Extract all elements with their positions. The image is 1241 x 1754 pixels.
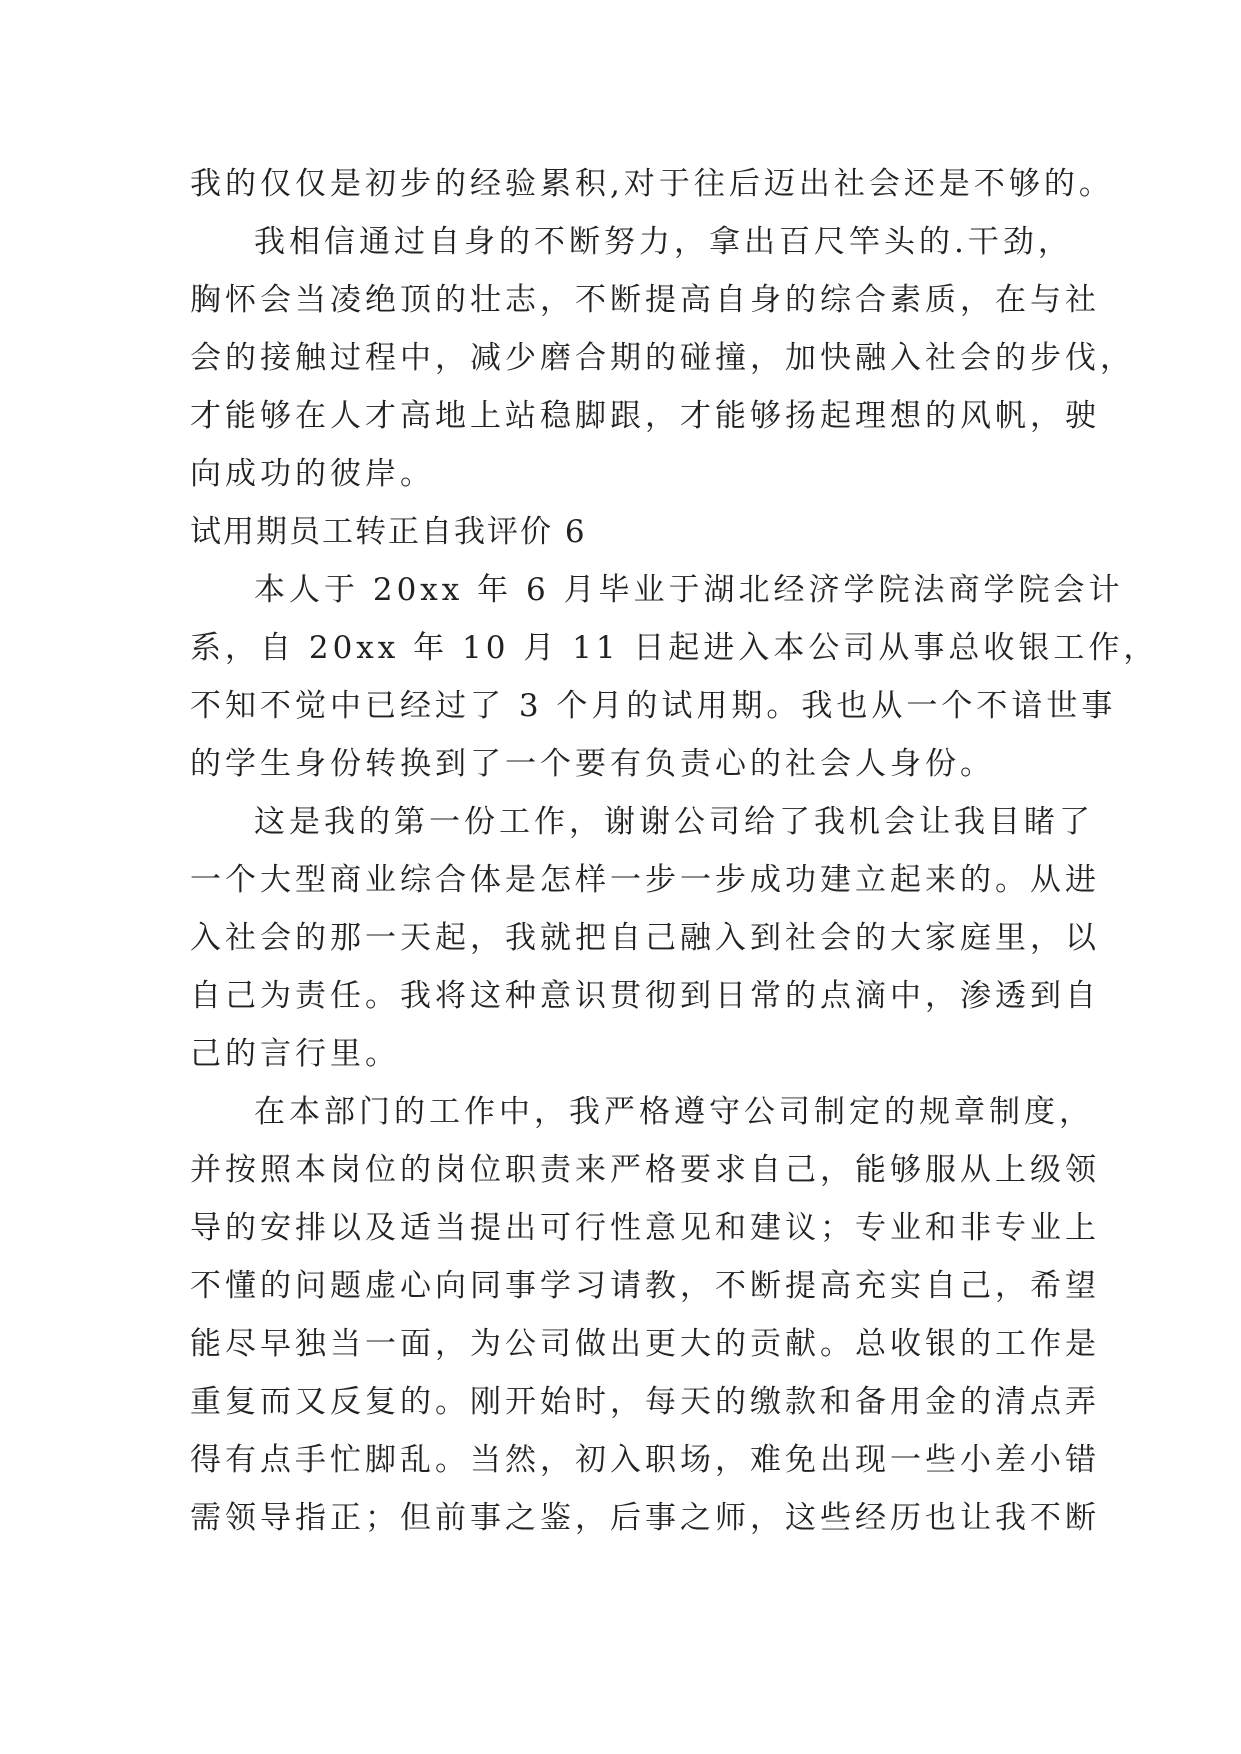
paragraph-line: 得有点手忙脚乱。当然，初入职场，难免出现一些小差小错 xyxy=(190,1442,1100,1478)
paragraph-line: 胸怀会当凌绝顶的壮志，不断提高自身的综合素质，在与社 xyxy=(190,282,1100,318)
paragraph-line: 我相信通过自身的不断努力，拿出百尺竿头的.干劲， xyxy=(254,224,1073,260)
paragraph-line: 不懂的问题虚心向同事学习请教，不断提高充实自己，希望 xyxy=(190,1268,1100,1304)
paragraph-line: 才能够在人才高地上站稳脚跟，才能够扬起理想的风帆，驶 xyxy=(190,398,1100,434)
paragraph-line: 一个大型商业综合体是怎样一步一步成功建立起来的。从进 xyxy=(190,862,1100,898)
paragraph-line: 我的仅仅是初步的经验累积,对于往后迈出社会还是不够的。 xyxy=(190,166,1114,202)
paragraph-line: 本人于 20xx 年 6 月毕业于湖北经济学院法商学院会计 xyxy=(254,572,1124,608)
paragraph-line: 自己为责任。我将这种意识贯彻到日常的点滴中，渗透到自 xyxy=(190,978,1100,1014)
paragraph-line: 在本部门的工作中，我严格遵守公司制定的规章制度， xyxy=(254,1094,1094,1130)
paragraph-line: 需领导指正；但前事之鉴，后事之师，这些经历也让我不断 xyxy=(190,1500,1100,1536)
paragraph-line: 重复而又反复的。刚开始时，每天的缴款和备用金的清点弄 xyxy=(190,1384,1100,1420)
paragraph-line: 系，自 20xx 年 10 月 11 日起进入本公司从事总收银工作， xyxy=(190,630,1159,666)
paragraph-line: 这是我的第一份工作，谢谢公司给了我机会让我目睹了 xyxy=(254,804,1094,840)
paragraph-line: 能尽早独当一面，为公司做出更大的贡献。总收银的工作是 xyxy=(190,1326,1100,1362)
paragraph-line: 入社会的那一天起，我就把自己融入到社会的大家庭里，以 xyxy=(190,920,1100,956)
paragraph-line: 己的言行里。 xyxy=(190,1036,400,1072)
paragraph-line: 导的安排以及适当提出可行性意见和建议；专业和非专业上 xyxy=(190,1210,1100,1246)
section-heading: 试用期员工转正自我评价 6 xyxy=(190,514,587,550)
paragraph-line: 的学生身份转换到了一个要有负责心的社会人身份。 xyxy=(190,746,995,782)
paragraph-line: 会的接触过程中，减少磨合期的碰撞，加快融入社会的步伐， xyxy=(190,340,1135,376)
paragraph-line: 向成功的彼岸。 xyxy=(190,456,435,492)
paragraph-line: 并按照本岗位的岗位职责来严格要求自己，能够服从上级领 xyxy=(190,1152,1100,1188)
paragraph-line: 不知不觉中已经过了 3 个月的试用期。我也从一个不谙世事 xyxy=(190,688,1117,724)
